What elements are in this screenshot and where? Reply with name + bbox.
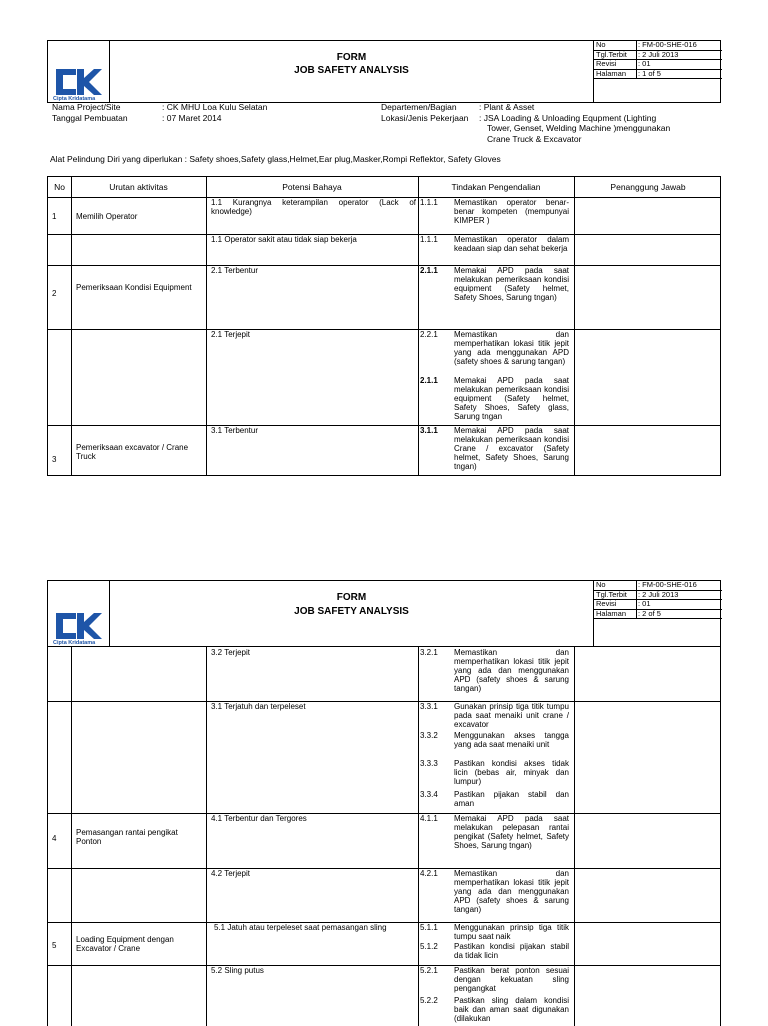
control-number: 5.1.2	[420, 942, 438, 951]
form-name: JOB SAFETY ANALYSIS	[294, 65, 409, 76]
row-hazard: 5.1 Jatuh atau terpeleset saat pemasangan sling	[214, 923, 387, 932]
control-number: 4.2.1	[420, 869, 438, 878]
row-control: Pastikan sling dalam kondisi baik dan aman saat digunakan (dilakukan	[454, 996, 569, 1023]
dept-label: Departemen/Bagian	[381, 102, 457, 112]
meta-page: Halaman : 1 of 5	[594, 70, 722, 80]
row-activity: Memilih Operator	[76, 212, 138, 221]
location-value-3: Crane Truck & Excavator	[487, 134, 582, 144]
company-name: Cipta Kridatama	[53, 96, 96, 102]
row-hazard: 3.1 Terbentur	[211, 426, 258, 435]
meta-page: Halaman : 2 of 5	[594, 610, 722, 620]
page-2	[47, 580, 721, 1024]
row-control: Memastikan operator dalam keadaan siap dan sehat bekerja	[454, 235, 569, 253]
row-hazard: 4.2 Terjepit	[211, 869, 250, 878]
row-control: Pastikan berat ponton sesuai dengan kekuatan sling pengangkat	[454, 966, 569, 993]
col-responsible: Penanggung Jawab	[610, 182, 686, 192]
meta-date: Tgl.Terbit : 2 Juli 2013	[594, 591, 722, 601]
row-control: Pastikan kondisi pijakan stabil da tidak licin	[454, 942, 569, 960]
meta-revision: Revisi : 01	[594, 60, 722, 70]
logo-cell	[48, 581, 110, 646]
row-hazard: 3.2 Terjepit	[211, 648, 250, 657]
control-number: 4.1.1	[420, 814, 438, 823]
jsa-table-2	[47, 646, 721, 1026]
row-control: Memastikan dan memperhatikan lokasi titik jepit yang ada menggunakan APD (safety shoes & sarung tangan)	[454, 330, 569, 366]
row-control: Memastikan dan memperhatikan lokasi titik jepit yang ada dan menggunakan APD (safety shoes & sarung tangan)	[454, 648, 569, 693]
row-control: Memakai APD pada saat melakukan pelepasan rantai pengikat (Safety helmet, Safety Shoes, Sarung tngan)	[454, 814, 569, 850]
company-logo	[56, 613, 102, 639]
col-activity: Urutan aktivitas	[109, 182, 168, 192]
control-number: 5.1.1	[420, 923, 438, 932]
row-no: 5	[52, 941, 57, 950]
row-control: Memastikan dan memperhatikan lokasi titik jepit yang ada dan menggunakan APD (safety shoes & sarung tangan)	[454, 869, 569, 914]
dept-value: : Plant & Asset	[479, 102, 535, 112]
title-cell	[110, 581, 594, 646]
row-no: 3	[52, 455, 57, 464]
form-label: FORM	[336, 52, 367, 63]
meta-date: Tgl.Terbit : 2 Juli 2013	[594, 51, 722, 61]
control-number: 2.2.1	[420, 330, 438, 339]
location-value: : JSA Loading & Unloading Equpment (Lighting	[479, 113, 657, 123]
control-number: 3.2.1	[420, 648, 438, 657]
form-header	[47, 580, 721, 647]
row-no: 1	[52, 212, 57, 221]
row-activity: Pemasangan rantai pengikat Ponton	[76, 828, 178, 846]
company-name: Cipta Kridatama	[53, 640, 96, 646]
control-number: 1.1.1	[420, 235, 438, 244]
row-no: 2	[52, 289, 57, 298]
project-label: Nama Project/Site	[52, 102, 121, 112]
control-number: 5.2.2	[420, 996, 438, 1005]
col-hazard: Potensi Bahaya	[282, 182, 342, 192]
row-hazard: 5.2 Sling putus	[211, 966, 264, 975]
meta-revision: Revisi : 01	[594, 600, 722, 610]
row-activity: Pemeriksaan excavator / Crane Truck	[76, 443, 189, 461]
control-number: 5.2.1	[420, 966, 438, 975]
meta-no: No : FM-00-SHE-016	[594, 41, 722, 51]
location-value-2: Tower, Genset, Welding Machine )menggunakan	[487, 123, 671, 133]
location-label: Lokasi/Jenis Pekerjaan	[381, 113, 469, 123]
control-number: 3.3.4	[420, 790, 438, 799]
col-control: Tindakan Pengendalian	[451, 182, 541, 192]
form-name: JOB SAFETY ANALYSIS	[294, 606, 409, 617]
project-value: : CK MHU Loa Kulu Selatan	[162, 102, 268, 112]
control-number: 3.3.3	[420, 759, 438, 768]
jsa-table-1	[47, 176, 721, 476]
row-no: 4	[52, 834, 57, 843]
row-hazard: 1.1 Kurangnya keterampilan operator (Lack of knowledge)	[211, 198, 416, 216]
row-hazard: 1.1 Operator sakit atau tidak siap bekerja	[211, 235, 357, 244]
col-no: No	[54, 182, 65, 192]
control-number: 3.3.1	[420, 702, 438, 711]
row-activity: Loading Equipment dengan Excavator / Crane	[76, 935, 174, 953]
row-hazard: 2.1 Terjepit	[211, 330, 250, 339]
row-activity: Pemeriksaan Kondisi Equipment	[76, 283, 192, 292]
row-control: Memakai APD pada saat melakukan pemeriksaan kondisi equipment (Safety helmet, Safety Shoes, Safety glass, Sarung tngan	[454, 376, 569, 421]
row-hazard: 3.1 Terjatuh dan terpeleset	[211, 702, 306, 711]
ppe-required: Alat Pelindung Diri yang diperlukan : Safety shoes,Safety glass,Helmet,Ear plug,Masker,Rompi Reflektor, Safety Gloves	[50, 154, 501, 164]
row-control: Memastikan operator benar-benar kompeten (mempunyai KIMPER )	[454, 198, 569, 225]
row-control: Memakai APD pada saat melakukan pemeriksaan kondisi Crane / excavator (Safety helmet, Safety Shoes, Sarung tngan)	[454, 426, 569, 471]
row-control: Menggunakan prinsip tiga titik tumpu saat naik	[454, 923, 569, 941]
control-number: 1.1.1	[420, 198, 438, 207]
date-value: : 07 Maret 2014	[162, 113, 222, 123]
form-label: FORM	[336, 592, 367, 603]
control-number: 2.1.1	[420, 266, 438, 275]
company-logo	[56, 69, 102, 95]
row-control: Pastikan kondisi akses tidak licin (bebas air, minyak dan lumpur)	[454, 759, 569, 786]
logo-cell	[48, 41, 110, 102]
row-hazard: 2.1 Terbentur	[211, 266, 258, 275]
form-header	[47, 40, 721, 103]
control-number: 3.1.1	[420, 426, 438, 435]
row-control: Menggunakan akses tangga yang ada saat menaiki unit	[454, 731, 569, 749]
meta-no: No : FM-00-SHE-016	[594, 581, 722, 591]
row-control: Gunakan prinsip tiga titik tumpu pada saat menaiki unit crane / excavator	[454, 702, 569, 729]
control-number: 2.1.1	[420, 376, 438, 385]
page-1	[47, 40, 721, 480]
row-control: Pastikan pijakan stabil dan aman	[454, 790, 569, 808]
row-hazard: 4.1 Terbentur dan Tergores	[211, 814, 307, 823]
control-number: 3.3.2	[420, 731, 438, 740]
row-control: Memakai APD pada saat melakukan pemeriksaan kondisi equipment (Safety helmet, Safety Shoes, Sarung tngan)	[454, 266, 569, 302]
title-cell	[110, 41, 594, 102]
date-label: Tanggal Pembuatan	[52, 113, 128, 123]
